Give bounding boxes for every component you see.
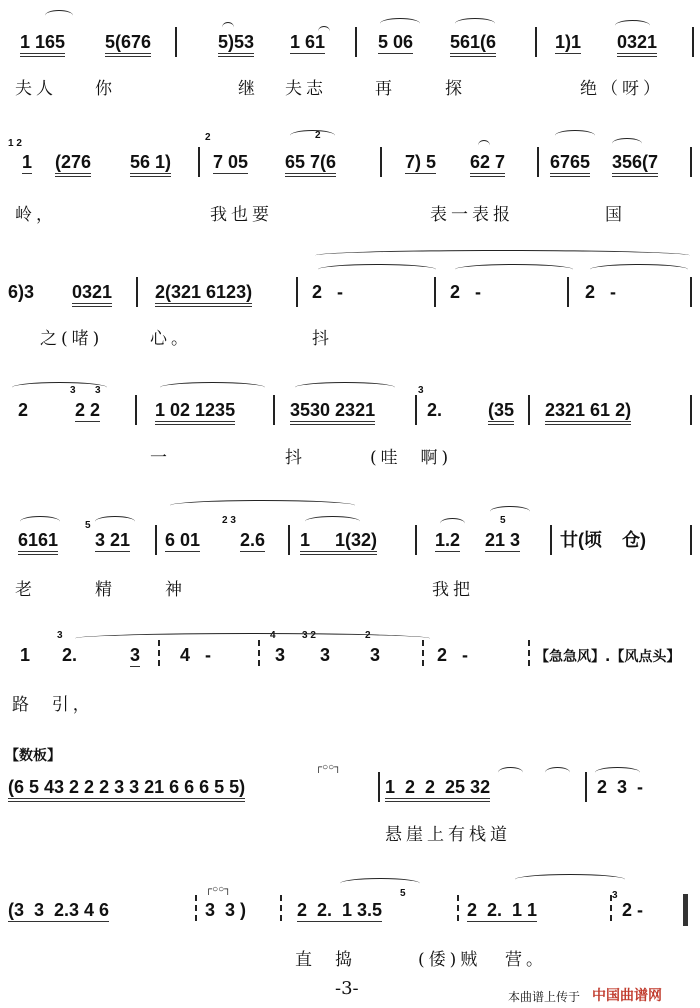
note-group: 2 2 [75,400,101,420]
note-group: 廿(顷 仓) [560,530,646,550]
barline [528,395,530,425]
note-group: 1 [22,152,33,172]
barline [692,27,694,57]
grace-note: 3 [95,385,101,396]
slur-mark [305,516,360,527]
barline [457,895,459,925]
final-barline [683,894,688,926]
lyric: 国 [605,205,626,225]
barline [195,895,197,925]
slur-mark [12,382,107,393]
note-group: 561(6 [450,32,496,57]
grace-note: 5 [85,520,91,531]
lyric: 岭， [15,205,57,225]
lyric: 绝（呀） [580,79,664,99]
slur-mark [318,26,330,37]
note-group: 3 3 ) [205,900,247,920]
lyric: 路 引， [12,695,94,715]
grace-note: 3 [418,385,424,396]
lyric: (倭)贼 [418,950,482,970]
note-group: 1 02 1235 [155,400,235,425]
slur-mark [318,264,436,275]
section-label: 【急急风】.【风点头】 [535,649,681,665]
slur-mark [490,506,530,517]
slur-mark [455,18,495,29]
barline [198,147,200,177]
note-group: 2 [18,400,29,420]
note-group: 3 [370,645,381,665]
slur-mark [595,767,640,778]
barline [537,147,539,177]
note-group: 6765 [550,152,590,177]
note-group: 6 01 [165,530,201,550]
slur-mark [295,382,395,393]
grace-note: 5 [400,888,406,899]
note-group: 4 - [180,645,212,665]
note-group: 21 3 [485,530,521,550]
barline [585,772,587,802]
note-group: 6161 [18,530,58,555]
site-logo[interactable]: 中国曲谱网 [592,988,662,1004]
slur-mark [290,130,335,141]
lyric: 抖 [285,448,306,468]
note-group: 7) 5 [405,152,437,172]
slur-mark [315,250,690,261]
barline [258,640,260,670]
grace-note: 3 2 [302,630,316,641]
lyric: 神 [165,580,186,600]
lyric: 我也要 [210,205,273,225]
barline [415,395,417,425]
lyric: 老 [15,580,36,600]
note-group: 2 - [450,282,482,302]
slur-mark [75,633,430,644]
barline [528,640,530,670]
note-group: 7 05 [213,152,249,172]
grace-note: 5 [500,515,506,526]
slur-mark [20,516,60,527]
barline [550,525,552,555]
note-group: 2 3 - [597,777,644,797]
slur-mark [222,22,234,33]
grace-note: 4 [270,630,276,641]
slur-mark [612,138,642,149]
grace-note: 2 [205,132,211,143]
note-group: 5 06 [378,32,414,52]
slur-mark [455,264,573,275]
barline [690,395,692,425]
lyric: 夫志 [285,79,327,99]
note-group: 0321 [72,282,112,307]
note-group: 2 - [437,645,469,665]
note-group: 1 [20,645,31,665]
lyric: 精 [95,580,116,600]
lyric: 夫人 [15,79,57,99]
note-group: 1.2 [435,530,461,550]
page-number: -3- [335,978,359,999]
slur-mark [170,500,355,511]
barline [415,525,417,555]
barline [535,27,537,57]
barline [296,277,298,307]
barline [273,395,275,425]
section-label: 【数板】 [5,748,61,764]
grace-note: 3 [70,385,76,396]
note-group: 356(7 [612,152,658,177]
slur-mark [160,382,265,393]
barline [355,27,357,57]
note-group: 2 2. 1 3.5 [297,900,383,920]
slur-mark [440,518,465,529]
note-group: 3 [275,645,286,665]
note-group: (3 3 2.3 4 6 [8,900,110,920]
lyric: 再 [375,79,396,99]
note-group: 62 7 [470,152,505,177]
barline [422,640,424,670]
barline [380,147,382,177]
barline [158,640,160,670]
note-group: 1)1 [555,32,582,52]
note-group: (6 5 43 2 2 2 3 3 21 6 6 6 5 5) [8,777,245,802]
note-group: 3 21 [95,530,131,550]
note-group: 2. [427,400,443,420]
slur-mark [498,767,523,778]
note-group: 2(321 6123) [155,282,252,307]
barline [690,525,692,555]
lyric: 直 [295,950,316,970]
note-group: 2. [62,645,78,665]
lyric: 我把 [432,580,474,600]
grace-note: 2 3 [222,515,236,526]
note-group: 1 2 2 25 32 [385,777,490,802]
slur-mark [95,516,135,527]
lyric: 探 [445,79,466,99]
note-group: 2 2. 1 1 [467,900,538,920]
grace-note: 3 [57,630,63,641]
note-group: 3 [130,645,141,665]
lyric: 抖 [312,329,333,349]
grace-note: 2 [365,630,371,641]
lyric: 捣 [335,950,356,970]
grace-note: 1 2 [8,138,22,149]
barline [288,525,290,555]
note-group: 5)53 [218,32,254,57]
note-group: 6)3 [8,282,35,302]
slur-mark [45,10,73,21]
lyric: 继 [238,79,259,99]
note-group: 2321 61 2) [545,400,631,425]
note-group: 2.6 [240,530,266,550]
slur-mark [590,264,688,275]
slur-mark [555,130,595,141]
note-group: 2 - [585,282,617,302]
barline [567,277,569,307]
lyric: 你 [95,79,116,99]
note-group: 0321 [617,32,657,57]
lyric: 表一表报 [430,205,514,225]
barline [434,277,436,307]
grace-note: 2 [315,130,321,141]
barline [280,895,282,925]
percussion-mark: ┌○○┐ [315,762,342,773]
lyric: 心。 [150,329,192,349]
note-group: (276 [55,152,91,177]
barline [378,772,380,802]
barline [136,277,138,307]
note-group: 1 61 [290,32,326,52]
note-group: 1 1(32) [300,530,377,555]
note-group: 2 - [312,282,344,302]
note-group: 2 - [622,900,644,920]
slur-mark [340,878,420,889]
slur-mark [545,767,570,778]
percussion-mark: ┌○○┐ [205,884,232,895]
lyric: 悬崖上有栈道 [385,825,511,845]
lyric: (哇 啊) [370,448,453,468]
note-group: 3530 2321 [290,400,375,425]
note-group: 5(676 [105,32,151,57]
barline [135,395,137,425]
note-group: 65 7(6 [285,152,336,177]
slur-mark [515,874,625,885]
barline [690,147,692,177]
upload-text: 本曲谱上传于 [508,990,581,1004]
barline [690,277,692,307]
lyric: 营。 [505,950,547,970]
note-group: 56 1) [130,152,171,177]
note-group: (35 [488,400,514,425]
slur-mark [615,20,650,31]
barline [155,525,157,555]
note-group: 3 [320,645,331,665]
slur-mark [380,18,420,29]
note-group: 1 165 [20,32,65,57]
grace-note: 3 [612,890,618,901]
lyric: 一 [150,448,171,468]
barline [175,27,177,57]
slur-mark [478,140,490,151]
lyric: 之(啫) [40,329,104,349]
